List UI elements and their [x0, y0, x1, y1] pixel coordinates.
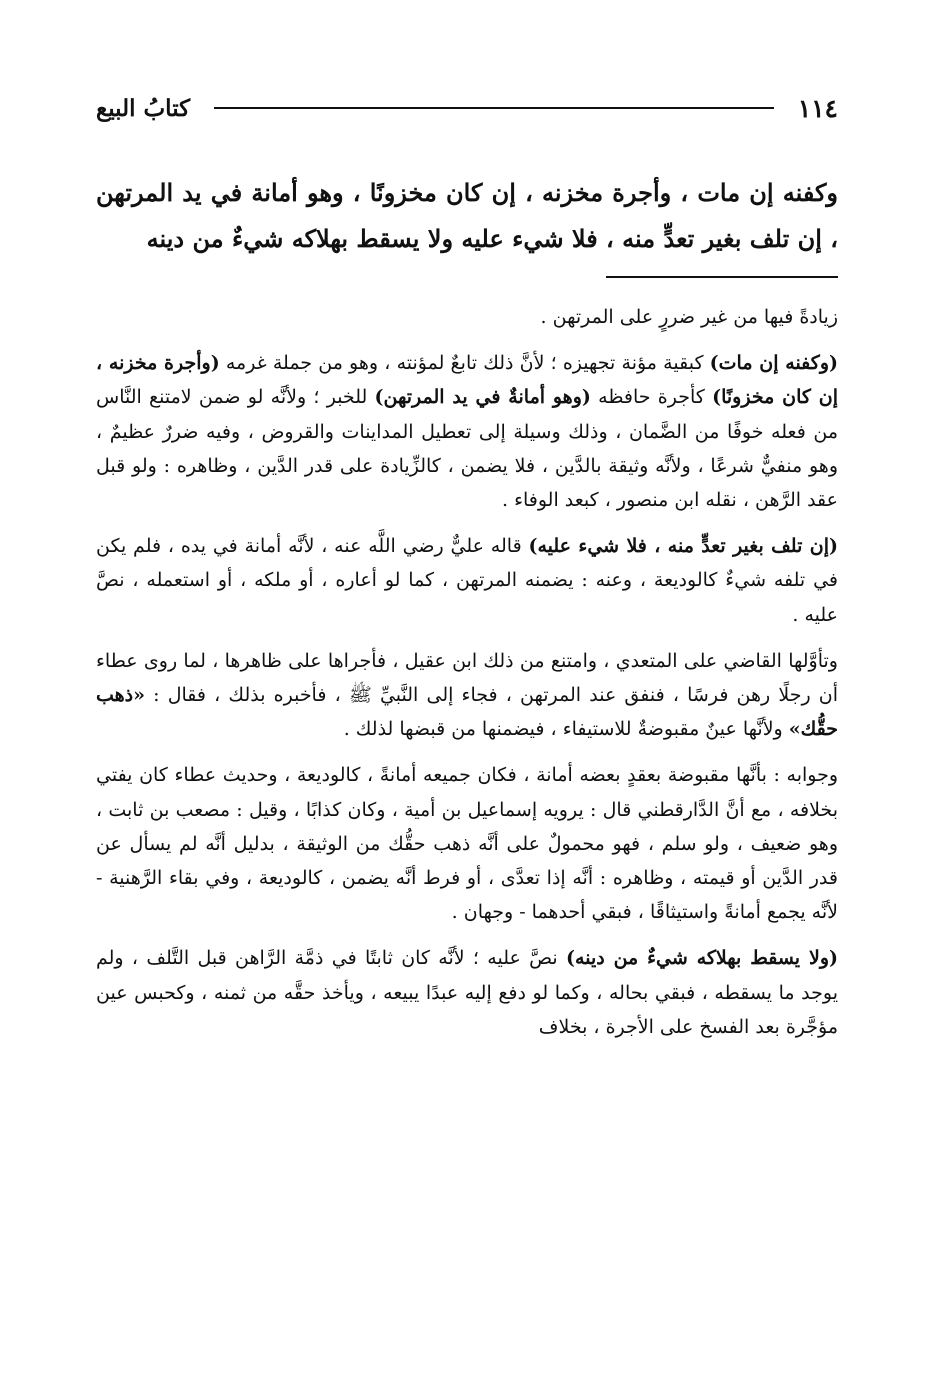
commentary-paragraph-6 — [96, 941, 838, 1044]
commentary-paragraph-2 — [96, 346, 838, 517]
header-rule — [214, 107, 774, 109]
commentary-paragraph-1: زيادةً فيها من غير ضررٍ على المرتهن . — [540, 306, 838, 328]
matn-text-block — [96, 170, 838, 262]
quoted-matn: (إن تلف بغير تعدٍّ منه ، فلا شيء عليه) — [528, 535, 838, 558]
quoted-matn: (وأجرة مخزنه ، إن كان مخزونًا) — [96, 352, 838, 409]
commentary-text: نصَّ عليه ؛ لأنَّه كان ثابتًا في ذمَّة الرَّاهن قبل التَّلف ، ولم يوجد ما يسقطه ، فبقي بحاله ، وكما لو دفع إليه عبدًا يبيعه ، ويأخذ حقَّه من ثمنه ، وكحبس عين مؤجَّرة بعد الفسخ على الأجرة ، بخلاف — [96, 947, 838, 1038]
commentary-text: ولأنَّها عينٌ مقبوضةٌ للاستيفاء ، فيضمنها من قبضها لذلك . — [343, 718, 789, 741]
page-number: ١١٤ — [797, 93, 838, 123]
hadith-quote: «ذهب حقُّك» — [96, 684, 838, 741]
quoted-matn: (ولا يسقط بهلاكه شيءٌ من دينه) — [566, 947, 838, 970]
quoted-matn: (وكفنه إن مات) — [709, 352, 839, 375]
quoted-matn: (وهو أمانةٌ في يد المرتهن) — [374, 386, 591, 409]
commentary-text: قاله عليٌّ رضي اللَّه عنه ، لأنَّه أمانة في يده ، فلم يكن في تلفه شيءٌ كالوديعة ، وعنه : يضمنه المرتهن ، كما لو أعاره ، أو ملكه ، أو استعمله ، نصَّ عليه . — [96, 535, 838, 626]
commentary-text: كأجرة حافظه — [590, 386, 713, 409]
matn-paragraph: وكفنه إن مات ، وأجرة مخزنه ، إن كان مخزونًا ، وهو أمانة في يد المرتهن ، إن تلف بغير تعدٍّ منه ، فلا شيء عليه ولا يسقط بهلاكه شيءٌ من دينه — [96, 178, 838, 253]
commentary-paragraph-3 — [96, 529, 838, 632]
footnote-separator — [606, 276, 838, 278]
commentary-text: وتأوَّلها القاضي على المتعدي ، وامتنع من ذلك ابن عقيل ، فأجراها على ظاهرها ، لما روى عطاء أن رجلًا رهن فرسًا ، فنفق عند المرتهن ، فجاء إلى النَّبيِّ ﷺ ، فأخبره بذلك ، فقال : — [96, 649, 838, 707]
commentary-paragraph-5: وجوابه : بأنَّها مقبوضة بعقدٍ بعضه أمانة ، فكان جميعه أمانةً ، كالوديعة ، وحديث عطاء كان يفتي بخلافه ، مع أنَّ الدَّارقطني قال : يرويه إسماعيل بن أمية ، وكان كذابًا ، وقيل : مصعب بن ثابت ، وهو ضعيف ، ولو سلم ، فهو محمولٌ على أنَّه ذهب حقُّك من الوثيقة ، بدليل أنَّه لم يسأل عن قدر الدَّين أو قيمته ، وظاهره : أنَّه إذا تعدَّى ، أو فرط أنَّه يضمن ، كالوديعة ، وفي بقاء الرَّهنية - لأنَّه يجمع أمانةً واستيثاقًا ، فبقي أحدهما - وجهان . — [96, 764, 838, 924]
commentary-block — [96, 300, 838, 1056]
book-title: كتابُ البيع — [96, 94, 191, 122]
commentary-text: للخبر ؛ ولأنَّه لو ضمن لامتنع النَّاس من فعله خوفًا من الضَّمان ، وذلك وسيلة إلى تعطيل المداينات والقروض ، وفيه ضررٌ عظيمٌ ، وهو منفيٌّ شرعًا ، ولأنَّه وثيقة بالدَّين ، فلا يضمن ، كالزِّيادة على قدر الدَّين ، وظاهره : ولو قبل عقد الرَّهن ، نقله ابن منصور ، كبعد الوفاء . — [96, 386, 838, 512]
page-header — [96, 88, 838, 128]
commentary-paragraph-4 — [96, 644, 838, 747]
commentary-text: كبقية مؤنة تجهيزه ؛ لأنَّ ذلك تابعٌ لمؤنته ، وهو من جملة غرمه — [219, 352, 710, 375]
